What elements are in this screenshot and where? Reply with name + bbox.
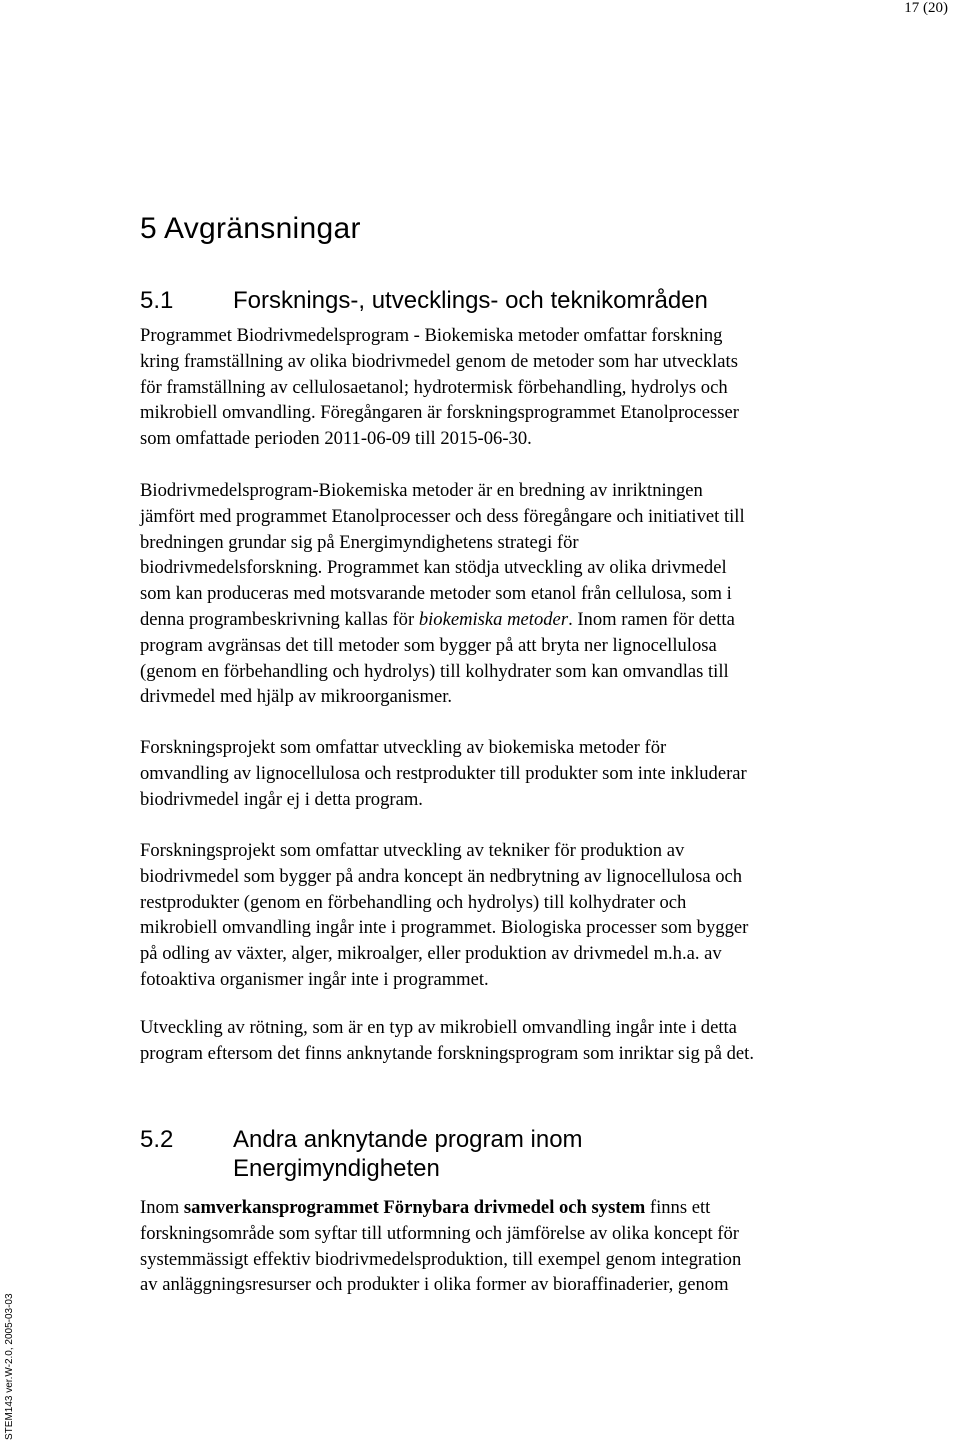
text-segment: Inom (140, 1197, 184, 1218)
text-line: (genom en förbehandling och hydrolys) till kolhydrater som kan omvandlas till (140, 660, 729, 682)
text-segment: denna programbeskrivning kallas för (140, 608, 419, 630)
text-line: biodrivmedel ingår ej i detta program. (140, 788, 423, 810)
text-line: Forskningsprojekt som omfattar utveckling av biokemiska metoder för (140, 737, 667, 758)
text-line: Programmet Biodrivmedelsprogram - Biokemiska metoder omfattar forskning (140, 325, 723, 346)
text-line: fotoaktiva organismer ingår inte i programmet. (140, 968, 489, 990)
text-line: program avgränsas det till metoder som bygger på att bryta ner lignocellulosa (140, 634, 717, 656)
page-number: 17 (20) (904, 0, 948, 16)
section-number: 5.1 (140, 287, 174, 314)
section-number: 5.2 (140, 1126, 174, 1153)
text-line: biodrivmedelsforskning. Programmet kan stödja utveckling av olika drivmedel (140, 557, 727, 579)
text-line: av anläggningsresurser och produkter i olika former av bioraffinaderier, genom (140, 1274, 729, 1296)
text-line (140, 607, 840, 633)
section-title-line: Energimyndigheten (233, 1155, 440, 1182)
paragraph-4 (140, 838, 840, 993)
text-line (140, 1195, 840, 1221)
paragraph-2 (140, 478, 840, 710)
section-title-line: Andra anknytande program inom (233, 1126, 583, 1153)
text-line: mikrobiell omvandling. Föregångaren är forskningsprogrammet Etanolprocesser (140, 402, 739, 424)
italic-term: biokemiska metoder (418, 608, 569, 630)
text-line: jämfört med programmet Etanolprocesser och dess föregångare och initiativet till (140, 505, 745, 527)
text-line: Utveckling av rötning, som är en typ av mikrobiell omvandling ingår inte i detta (140, 1017, 737, 1038)
paragraph-3 (140, 735, 840, 812)
text-line: bredningen grundar sig på Energimyndighetens strategi för (140, 531, 579, 553)
text-line: mikrobiell omvandling ingår inte i programmet. Biologiska processer som bygger (140, 917, 749, 939)
text-line: Forskningsprojekt som omfattar utveckling av tekniker för produktion av (140, 840, 685, 861)
text-line: omvandling av lignocellulosa och restprodukter till produkter som inte inkluderar (140, 762, 747, 784)
text-line: för framställning av cellulosaetanol; hydrotermisk förbehandling, hydrolys och (140, 376, 728, 398)
text-line: på odling av växter, alger, mikroalger, eller produktion av drivmedel m.h.a. av (140, 943, 722, 965)
paragraph-1 (140, 323, 840, 452)
chapter-heading: 5 Avgränsningar (140, 212, 361, 245)
text-line: som omfattade perioden 2011-06-09 till 2015-06-30. (140, 428, 532, 450)
section-title: Forsknings-, utvecklings- och teknikområden (233, 287, 708, 314)
bold-program-name: samverkansprogrammet Förnybara drivmedel och system (183, 1197, 646, 1218)
text-line: systemmässigt effektiv biodrivmedelsproduktion, till exempel genom integration (140, 1248, 742, 1270)
text-line: som kan produceras med motsvarande metoder som etanol från cellulosa, som i (140, 583, 732, 605)
template-version-stamp: STEM143 ver.W-2.0, 2005-03-03 (4, 1293, 15, 1440)
text-line: kring framställning av olika biodrivmedel genom de metoder som har utvecklats (140, 350, 738, 372)
text-line: forskningsområde som syftar till utformning och jämförelse av olika koncept för (140, 1222, 739, 1244)
text-line: restprodukter (genom en förbehandling och hydrolys) till kolhydrater och (140, 891, 687, 913)
paragraph-5-2 (140, 1195, 840, 1298)
text-line: drivmedel med hjälp av mikroorganismer. (140, 686, 453, 708)
text-line: Biodrivmedelsprogram-Biokemiska metoder är en bredning av inriktningen (140, 480, 703, 501)
text-line: biodrivmedel som bygger på andra koncept än nedbrytning av lignocellulosa och (140, 865, 743, 887)
section-title (233, 1125, 583, 1183)
text-line: program eftersom det finns anknytande forskningsprogram som inriktar sig på det. (140, 1042, 754, 1064)
text-segment: finns ett (645, 1197, 711, 1218)
paragraph-5 (140, 1015, 840, 1067)
text-segment: . Inom ramen för detta (568, 608, 735, 630)
